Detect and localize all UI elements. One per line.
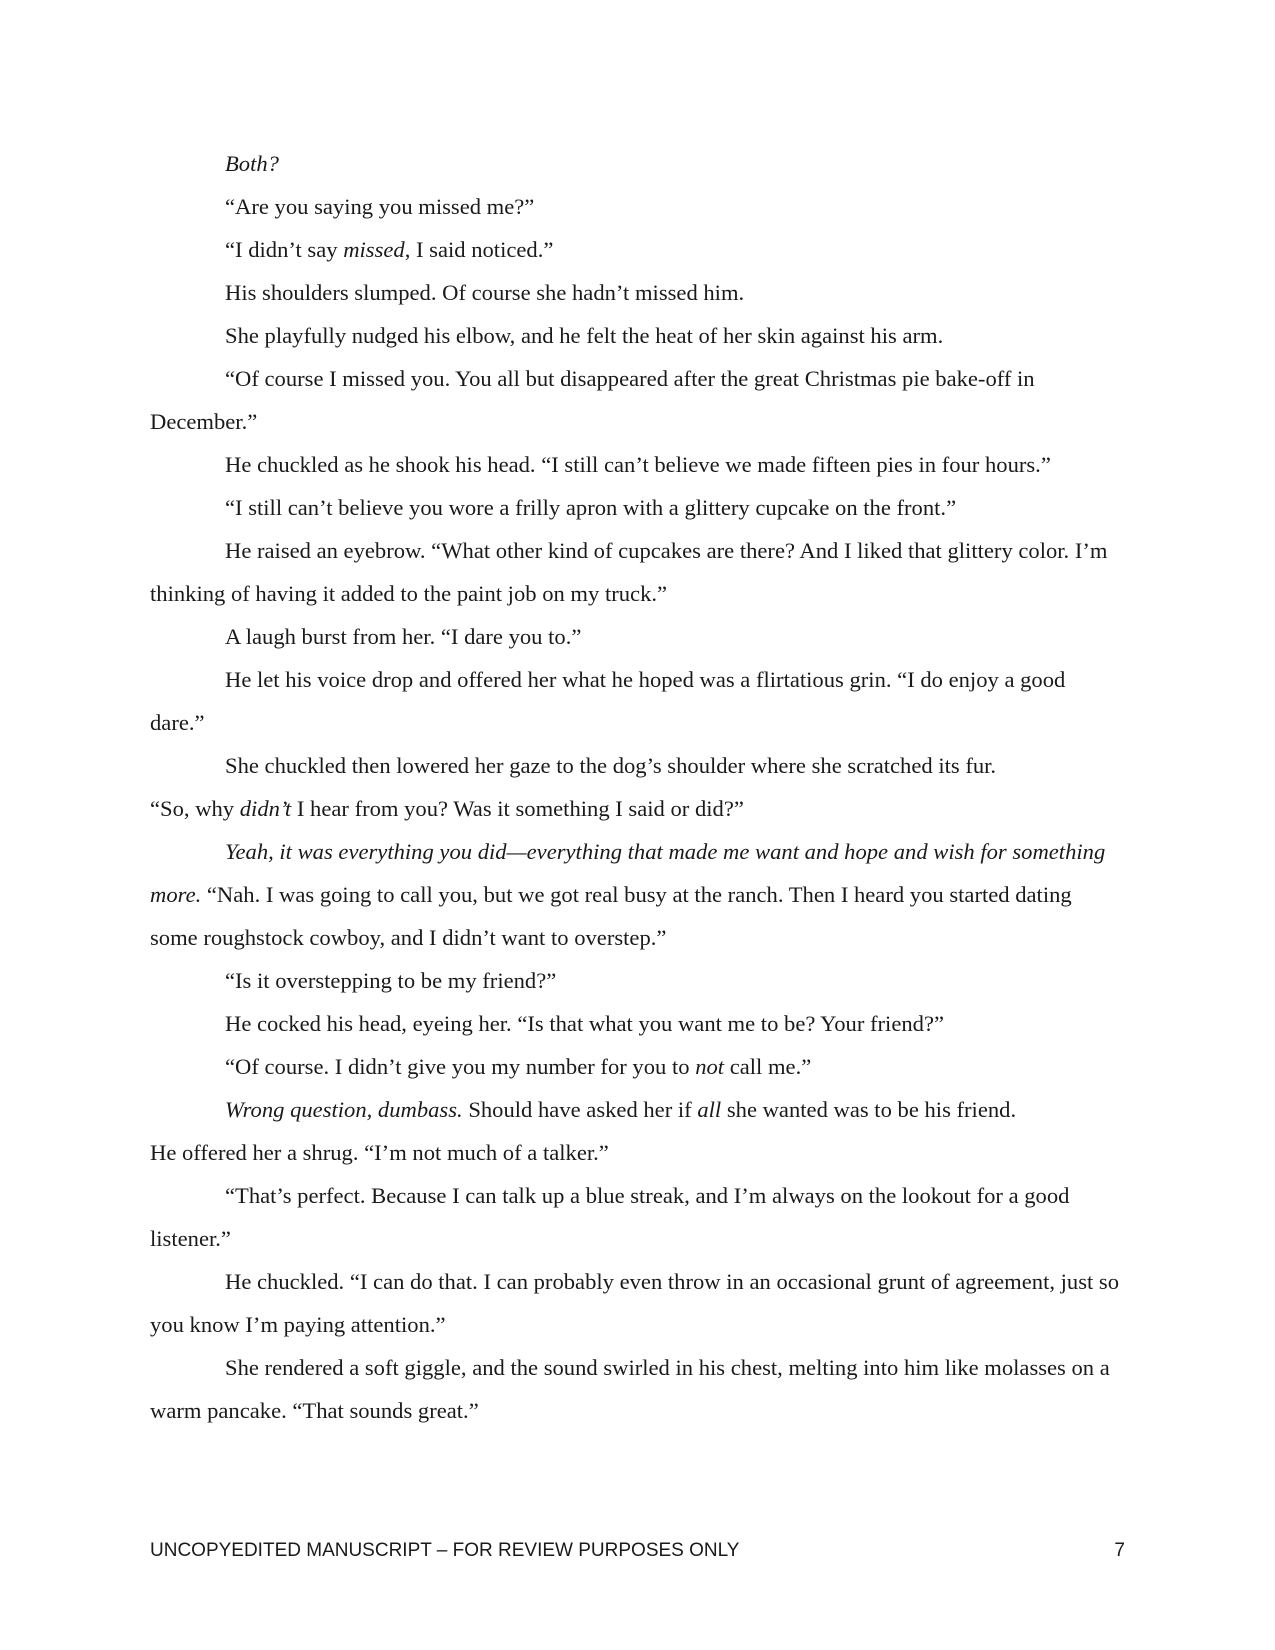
text-run: He offered her a shrug. “I’m not much of a talker.” [150, 1140, 609, 1165]
text-run: “I still can’t believe you wore a frilly apron with a glittery cupcake on the front.” [225, 495, 957, 520]
text-run: “Are you saying you missed me?” [225, 194, 535, 219]
paragraph [150, 615, 1125, 658]
italic-text: Yeah, it was everything you did—everything that made me want and hope and wish for something more. [150, 839, 1106, 907]
paragraph [150, 1260, 1125, 1346]
text-run: He raised an eyebrow. “What other kind of cupcakes are there? And I liked that glittery color. I’m thinking of having it added to the paint job on my truck.” [150, 538, 1108, 606]
paragraph [150, 443, 1125, 486]
paragraph [150, 1088, 1125, 1131]
text-run: He chuckled as he shook his head. “I still can’t believe we made fifteen pies in four hours.” [225, 452, 1051, 477]
text-run: She playfully nudged his elbow, and he felt the heat of her skin against his arm. [225, 323, 944, 348]
paragraph [150, 185, 1125, 228]
italic-text: missed [343, 237, 405, 262]
paragraph [150, 1131, 1125, 1174]
text-run: He cocked his head, eyeing her. “Is that what you want me to be? Your friend?” [225, 1011, 945, 1036]
text-run: “That’s perfect. Because I can talk up a blue streak, and I’m always on the lookout for a good listener.” [150, 1183, 1070, 1251]
italic-text: Wrong question, dumbass. [225, 1097, 463, 1122]
text-run: call me.” [724, 1054, 812, 1079]
paragraph [150, 357, 1125, 443]
paragraph [150, 314, 1125, 357]
paragraph [150, 228, 1125, 271]
paragraph [150, 1174, 1125, 1260]
paragraph [150, 830, 1125, 959]
manuscript-body [150, 142, 1125, 1432]
text-run: He let his voice drop and offered her what he hoped was a flirtatious grin. “I do enjoy a good dare.” [150, 667, 1066, 735]
text-run: “So, why [150, 796, 240, 821]
text-run: I hear from you? Was it something I said or did?” [291, 796, 744, 821]
text-run: A laugh burst from her. “I dare you to.” [225, 624, 582, 649]
page-number: 7 [1114, 1540, 1125, 1561]
paragraph [150, 486, 1125, 529]
text-run: Should have asked her if [462, 1097, 698, 1122]
paragraph [150, 959, 1125, 1002]
paragraph [150, 142, 1125, 185]
italic-text: all [697, 1097, 722, 1122]
paragraph [150, 271, 1125, 314]
italic-text: not [695, 1054, 725, 1079]
text-run: she wanted was to be his friend. [721, 1097, 1017, 1122]
paragraph [150, 1346, 1125, 1432]
text-run: “Of course I missed you. You all but disappeared after the great Christmas pie bake-off in December.” [150, 366, 1035, 434]
text-run: She rendered a soft giggle, and the sound swirled in his chest, melting into him like molasses on a warm pancake. “That sounds great.” [150, 1355, 1110, 1423]
text-run: “Of course. I didn’t give you my number for you to [225, 1054, 696, 1079]
text-run: , I said noticed.” [404, 237, 554, 262]
paragraph [150, 1045, 1125, 1088]
text-run: “I didn’t say [225, 237, 344, 262]
paragraph [150, 529, 1125, 615]
paragraph [150, 787, 1125, 830]
italic-text: didn’t [239, 796, 292, 821]
text-run: He chuckled. “I can do that. I can probably even throw in an occasional grunt of agreement, just so you know I’m paying attention.” [150, 1269, 1120, 1337]
text-run: “Is it overstepping to be my friend?” [225, 968, 557, 993]
text-run: His shoulders slumped. Of course she hadn’t missed him. [225, 280, 745, 305]
italic-text: Both? [225, 151, 279, 176]
paragraph [150, 658, 1125, 744]
paragraph [150, 744, 1125, 787]
footer-notice: UNCOPYEDITED MANUSCRIPT – FOR REVIEW PURPOSES ONLY [150, 1540, 740, 1561]
text-run: “Nah. I was going to call you, but we got real busy at the ranch. Then I heard you started dating some roughstock cowboy, and I didn’t want to overstep.” [150, 882, 1072, 950]
paragraph [150, 1002, 1125, 1045]
text-run: She chuckled then lowered her gaze to the dog’s shoulder where she scratched its fur. [225, 753, 997, 778]
